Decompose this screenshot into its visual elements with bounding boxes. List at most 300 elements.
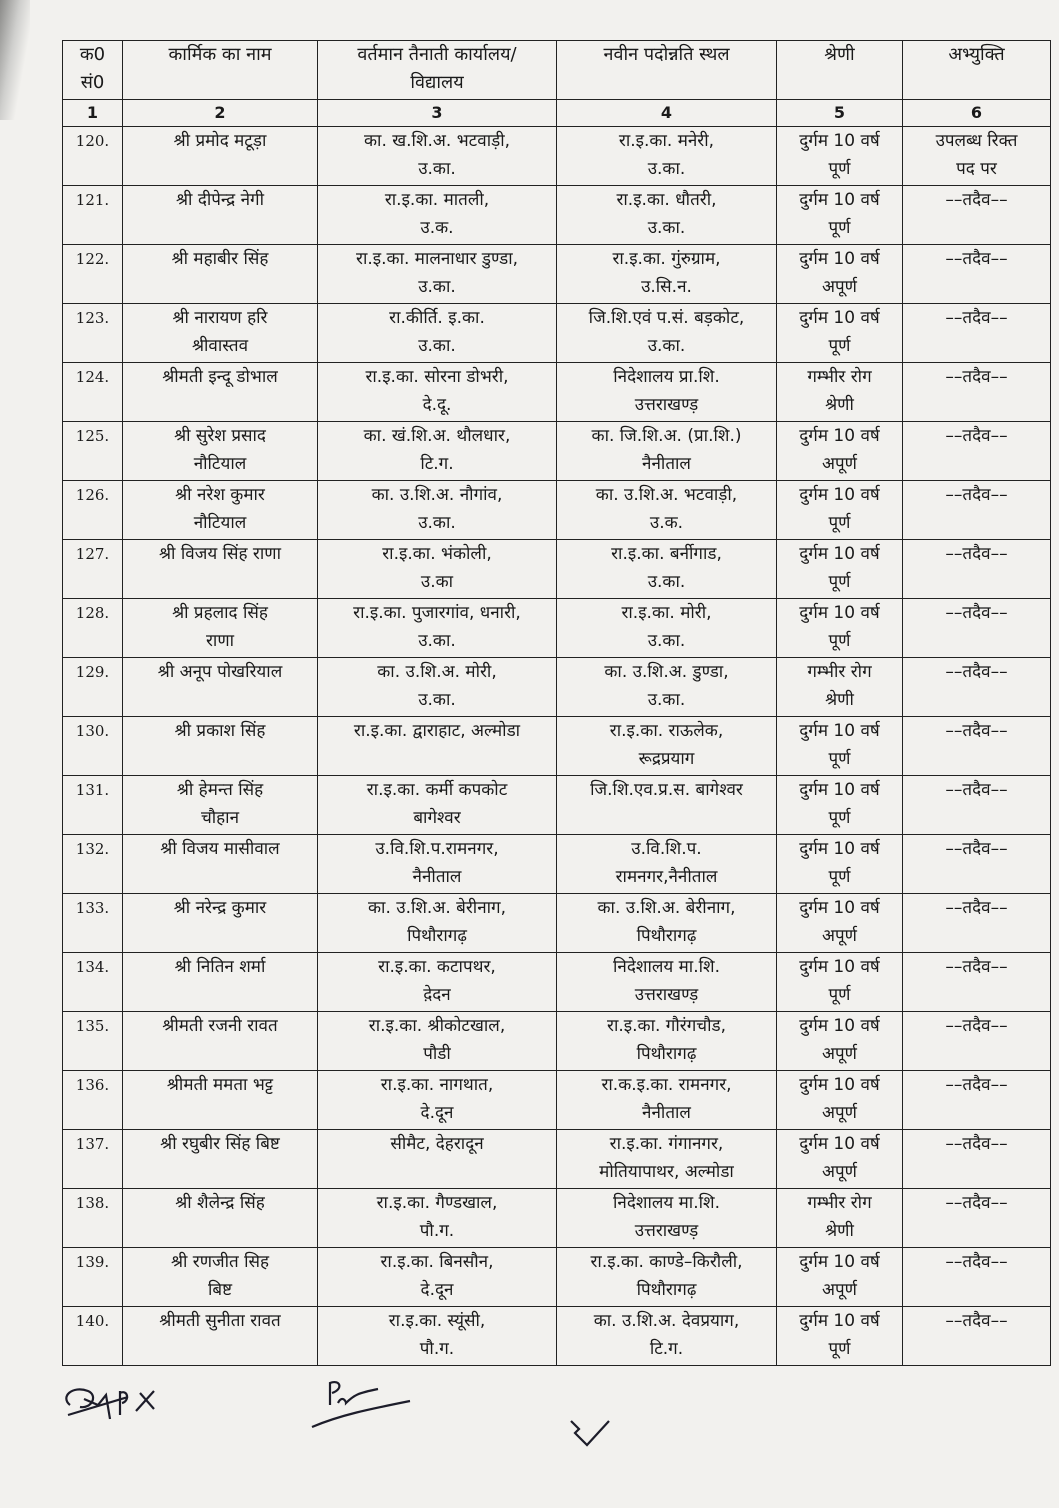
remark-cell: [903, 1071, 1051, 1130]
category-text: दुर्गम 10 वर्ष: [799, 898, 880, 918]
current-posting-cell: [318, 1307, 557, 1366]
page-edge-shadow: [0, 0, 30, 120]
current-posting-text: उ.का.: [418, 690, 456, 710]
column-number-row: [63, 100, 1051, 127]
current-posting-cell: [318, 776, 557, 835]
employee-name-text: श्रीमती रजनी रावत: [162, 1016, 278, 1036]
header-employee-name: [123, 41, 318, 100]
remark-cell: [903, 717, 1051, 776]
table-row: [63, 127, 1051, 186]
column-number: 6: [903, 100, 1051, 127]
new-posting-text: रा.इ.का. गंगानगर,: [609, 1134, 724, 1154]
employee-name-text: श्री नरेन्द्र कुमार: [173, 898, 267, 918]
employee-name-text: श्री सुरेश प्रसाद: [174, 426, 266, 446]
category-text: अपूर्ण: [822, 1103, 857, 1123]
remark-text: ––तदैव––: [945, 308, 1008, 328]
category-text: दुर्गम 10 वर्ष: [799, 721, 880, 741]
employee-name-text: नौटियाल: [193, 454, 247, 474]
remark-text: उपलब्ध रिक्त: [935, 131, 1018, 151]
header-text: वर्तमान तैनाती कार्यालय/: [357, 44, 517, 65]
new-posting-cell: [557, 186, 777, 245]
new-posting-text: उ.का.: [647, 336, 686, 356]
remark-cell: [903, 776, 1051, 835]
category-text: दुर्गम 10 वर्ष: [799, 603, 880, 623]
category-cell: [777, 363, 903, 422]
current-posting-cell: [318, 481, 557, 540]
category-text: अपूर्ण: [822, 1280, 857, 1300]
remark-cell: [903, 481, 1051, 540]
new-posting-text: का. उ.शि.अ. देवप्रयाग,: [593, 1311, 740, 1331]
promotion-table: [62, 40, 1051, 1366]
current-posting-cell: [318, 540, 557, 599]
new-posting-cell: [557, 717, 777, 776]
current-posting-text: रा.इ.का. गैण्डखाल,: [376, 1193, 498, 1213]
current-posting-text: रा.इ.का. भंकोली,: [382, 544, 492, 564]
remark-text: ––तदैव––: [945, 780, 1008, 800]
new-posting-text: रा.इ.का. बर्नीगाड,: [611, 544, 722, 564]
employee-name-cell: [123, 658, 318, 717]
category-cell: [777, 1071, 903, 1130]
table-row: [63, 1307, 1051, 1366]
category-cell: [777, 1189, 903, 1248]
current-posting-text: रा.इ.का. मातली,: [384, 190, 490, 210]
new-posting-text: का. उ.शि.अ. डुण्डा,: [604, 662, 729, 682]
table-row: [63, 422, 1051, 481]
serial-number: 135.: [63, 1012, 123, 1071]
employee-name-text: श्रीवास्तव: [191, 336, 249, 356]
current-posting-text: उ.क.: [420, 218, 454, 238]
new-posting-cell: [557, 1130, 777, 1189]
serial-number: 134.: [63, 953, 123, 1012]
category-text: पूर्ण: [828, 808, 851, 828]
employee-name-text: राणा: [205, 631, 235, 651]
employee-name-cell: [123, 1248, 318, 1307]
category-text: श्रेणी: [825, 1221, 854, 1241]
remark-cell: [903, 1307, 1051, 1366]
remark-text: ––तदैव––: [945, 544, 1008, 564]
new-posting-cell: [557, 540, 777, 599]
remark-text: ––तदैव––: [945, 1075, 1008, 1095]
remark-text: ––तदैव––: [945, 1016, 1008, 1036]
current-posting-text: दे.दू.: [422, 395, 452, 415]
signature-1: [58, 1375, 198, 1435]
table-row: [63, 1071, 1051, 1130]
current-posting-text: बागेश्वर: [413, 808, 461, 828]
employee-name-cell: [123, 599, 318, 658]
new-posting-text: पिथौरागढ़: [636, 1044, 697, 1064]
signature-2: [300, 1375, 440, 1435]
remark-cell: [903, 186, 1051, 245]
current-posting-cell: [318, 127, 557, 186]
employee-name-cell: [123, 717, 318, 776]
new-posting-text: निदेशालय मा.शि.: [613, 957, 720, 977]
employee-name-cell: [123, 1307, 318, 1366]
employee-name-cell: [123, 953, 318, 1012]
new-posting-text: उ.वि.शि.प.: [631, 839, 702, 859]
category-text: श्रेणी: [825, 690, 854, 710]
new-posting-text: उ.क.: [649, 513, 684, 533]
new-posting-cell: [557, 127, 777, 186]
employee-name-text: श्री हेमन्त सिंह: [176, 780, 264, 800]
serial-number: 121.: [63, 186, 123, 245]
remark-cell: [903, 1248, 1051, 1307]
table-row: [63, 1189, 1051, 1248]
current-posting-text: पौडी: [423, 1044, 451, 1064]
serial-number: 131.: [63, 776, 123, 835]
new-posting-text: उ.का.: [647, 631, 686, 651]
employee-name-text: श्री अनूप पोखरियाल: [157, 662, 283, 682]
table-row: [63, 363, 1051, 422]
current-posting-text: नैनीताल: [412, 867, 462, 887]
current-posting-text: रा.इ.का. द्वाराहाट, अल्मोडा: [353, 721, 521, 741]
current-posting-text: उ.का: [420, 572, 454, 592]
current-posting-cell: [318, 1248, 557, 1307]
category-cell: [777, 245, 903, 304]
new-posting-cell: [557, 1012, 777, 1071]
serial-number: 132.: [63, 835, 123, 894]
new-posting-text: रामनगर,नैनीताल: [615, 867, 718, 887]
current-posting-text: उ.का.: [418, 513, 456, 533]
remark-text: ––तदैव––: [945, 839, 1008, 859]
employee-name-cell: [123, 422, 318, 481]
current-posting-text: रा.इ.का. सोरना डोभरी,: [365, 367, 509, 387]
remark-text: ––तदैव––: [945, 367, 1008, 387]
header-current-posting: [318, 41, 557, 100]
current-posting-text: रा.इ.का. मालनाधार डुण्डा,: [356, 249, 518, 269]
category-text: अपूर्ण: [822, 454, 857, 474]
employee-name-cell: [123, 1071, 318, 1130]
serial-number: 128.: [63, 599, 123, 658]
new-posting-cell: [557, 894, 777, 953]
remark-text: ––तदैव––: [945, 485, 1008, 505]
current-posting-text: का. उ.शि.अ. मोरी,: [377, 662, 497, 682]
category-text: गम्भीर रोग: [807, 662, 872, 682]
category-text: दुर्गम 10 वर्ष: [799, 190, 880, 210]
new-posting-cell: [557, 599, 777, 658]
current-posting-cell: [318, 186, 557, 245]
category-cell: [777, 894, 903, 953]
new-posting-cell: [557, 1189, 777, 1248]
column-number: 3: [318, 100, 557, 127]
column-number: 1: [63, 100, 123, 127]
remark-text: ––तदैव––: [945, 426, 1008, 446]
current-posting-text: उ.वि.शि.प.रामनगर,: [375, 839, 499, 859]
category-cell: [777, 127, 903, 186]
category-text: पूर्ण: [828, 159, 851, 179]
table-row: [63, 894, 1051, 953]
category-text: दुर्गम 10 वर्ष: [799, 1311, 880, 1331]
serial-number: 122.: [63, 245, 123, 304]
category-cell: [777, 540, 903, 599]
new-posting-text: का. उ.शि.अ. बेरीनाग,: [597, 898, 736, 918]
remark-cell: [903, 894, 1051, 953]
remark-cell: [903, 835, 1051, 894]
header-category: [777, 41, 903, 100]
signature-3: [565, 1415, 625, 1465]
remark-cell: [903, 1189, 1051, 1248]
current-posting-cell: [318, 422, 557, 481]
employee-name-cell: [123, 245, 318, 304]
category-text: दुर्गम 10 वर्ष: [799, 780, 880, 800]
current-posting-cell: [318, 894, 557, 953]
header-remark: [903, 41, 1051, 100]
table-row: [63, 1248, 1051, 1307]
category-text: पूर्ण: [828, 749, 851, 769]
current-posting-cell: [318, 1130, 557, 1189]
category-text: गम्भीर रोग: [807, 1193, 872, 1213]
category-cell: [777, 599, 903, 658]
remark-text: ––तदैव––: [945, 898, 1008, 918]
serial-number: 133.: [63, 894, 123, 953]
column-number: 4: [557, 100, 777, 127]
category-text: पूर्ण: [828, 631, 851, 651]
category-text: श्रेणी: [825, 395, 854, 415]
header-text: नवीन पदोन्नति स्थल: [603, 44, 730, 65]
new-posting-text: रा.इ.का. काण्डे–किरौली,: [590, 1252, 743, 1272]
new-posting-text: निदेशालय प्रा.शि.: [613, 367, 720, 387]
category-cell: [777, 481, 903, 540]
category-cell: [777, 835, 903, 894]
current-posting-text: टि.ग.: [420, 454, 454, 474]
category-text: दुर्गम 10 वर्ष: [799, 131, 880, 151]
category-text: अपूर्ण: [822, 1162, 857, 1182]
new-posting-cell: [557, 304, 777, 363]
new-posting-text: निदेशालय मा.शि.: [613, 1193, 720, 1213]
new-posting-cell: [557, 776, 777, 835]
category-text: दुर्गम 10 वर्ष: [799, 308, 880, 328]
serial-number: 125.: [63, 422, 123, 481]
current-posting-text: रा.इ.का. बिनसौन,: [380, 1252, 494, 1272]
remark-cell: [903, 245, 1051, 304]
current-posting-text: दे़दन: [423, 985, 451, 1005]
new-posting-text: उ.का.: [647, 218, 686, 238]
category-text: दुर्गम 10 वर्ष: [799, 839, 880, 859]
current-posting-cell: [318, 953, 557, 1012]
remark-cell: [903, 422, 1051, 481]
table-row: [63, 717, 1051, 776]
new-posting-text: पिथौरागढ़: [636, 1280, 697, 1300]
current-posting-text: रा.इ.का. कर्मी कपकोट: [366, 780, 508, 800]
table-row: [63, 540, 1051, 599]
employee-name-cell: [123, 481, 318, 540]
new-posting-cell: [557, 835, 777, 894]
header-text: विद्यालय: [410, 72, 464, 93]
employee-name-text: श्री प्रकाश सिंह: [174, 721, 266, 741]
employee-name-text: श्री प्रमोद मटूड़ा: [173, 131, 267, 151]
new-posting-text: का. उ.शि.अ. भटवाड़ी,: [595, 485, 738, 505]
remark-text: ––तदैव––: [945, 1134, 1008, 1154]
table-row: [63, 186, 1051, 245]
remark-text: ––तदैव––: [945, 721, 1008, 741]
current-posting-text: रा.इ.का. नागथात,: [380, 1075, 494, 1095]
employee-name-cell: [123, 363, 318, 422]
new-posting-cell: [557, 481, 777, 540]
current-posting-text: दे.दून: [420, 1280, 454, 1300]
current-posting-text: पौ.ग.: [419, 1221, 455, 1241]
employee-name-text: श्री नरेश कुमार: [175, 485, 265, 505]
category-text: अपूर्ण: [822, 1044, 857, 1064]
column-number: 2: [123, 100, 318, 127]
current-posting-text: रा.इ.का. पुजारगांव, धनारी,: [353, 603, 521, 623]
category-text: दुर्गम 10 वर्ष: [799, 426, 880, 446]
employee-name-text: श्री महाबीर सिंह: [171, 249, 269, 269]
new-posting-text: रा.इ.का. मनेरी,: [618, 131, 715, 151]
remark-text: ––तदैव––: [945, 1311, 1008, 1331]
remark-text: ––तदैव––: [945, 249, 1008, 269]
category-cell: [777, 1307, 903, 1366]
current-posting-text: सीमैट, देहरादून: [390, 1134, 484, 1154]
employee-name-text: श्री रणजीत सिह: [170, 1252, 270, 1272]
employee-name-cell: [123, 304, 318, 363]
new-posting-cell: [557, 953, 777, 1012]
category-cell: [777, 658, 903, 717]
remark-text: ––तदैव––: [945, 603, 1008, 623]
remark-text: ––तदैव––: [945, 190, 1008, 210]
table-body: [63, 127, 1051, 1366]
serial-number: 127.: [63, 540, 123, 599]
new-posting-text: उत्तराखण्ड़: [634, 1221, 699, 1241]
category-cell: [777, 1248, 903, 1307]
header-text: क0: [79, 44, 106, 65]
new-posting-text: टि.ग.: [649, 1339, 684, 1359]
employee-name-text: श्रीमती सुनीता रावत: [159, 1311, 281, 1331]
employee-name-text: श्रीमती ममता भट्ट: [166, 1075, 274, 1095]
header-serial: [63, 41, 123, 100]
serial-number: 126.: [63, 481, 123, 540]
new-posting-cell: [557, 363, 777, 422]
category-text: दुर्गम 10 वर्ष: [799, 485, 880, 505]
category-cell: [777, 1130, 903, 1189]
remark-cell: [903, 540, 1051, 599]
new-posting-text: जि.शि.एवं प.सं. बड़कोट,: [588, 308, 745, 328]
remark-cell: [903, 1130, 1051, 1189]
employee-name-text: श्री रघुबीर सिंह बिष्ट: [160, 1134, 280, 1154]
serial-number: 139.: [63, 1248, 123, 1307]
current-posting-cell: [318, 658, 557, 717]
serial-number: 137.: [63, 1130, 123, 1189]
employee-name-cell: [123, 1189, 318, 1248]
category-text: पूर्ण: [828, 867, 851, 887]
category-text: दुर्गम 10 वर्ष: [799, 957, 880, 977]
current-posting-cell: [318, 1012, 557, 1071]
current-posting-text: उ.का.: [418, 277, 456, 297]
current-posting-cell: [318, 245, 557, 304]
serial-number: 120.: [63, 127, 123, 186]
current-posting-text: का. ख.शि.अ. भटवाड़ी,: [363, 131, 510, 151]
category-text: पूर्ण: [828, 985, 851, 1005]
category-text: दुर्गम 10 वर्ष: [799, 1252, 880, 1272]
new-posting-text: रा.क.इ.का. रामनगर,: [601, 1075, 732, 1095]
table-row: [63, 953, 1051, 1012]
new-posting-text: पिथौरागढ़: [636, 926, 697, 946]
current-posting-text: उ.का.: [418, 159, 456, 179]
new-posting-cell: [557, 422, 777, 481]
employee-name-cell: [123, 540, 318, 599]
new-posting-text: उत्तराखण्ड़: [634, 395, 699, 415]
new-posting-text: मोतियापाथर, अल्मोडा: [599, 1162, 734, 1182]
new-posting-text: नैनीताल: [642, 1103, 691, 1123]
remark-text: ––तदैव––: [945, 1252, 1008, 1272]
category-text: दुर्गम 10 वर्ष: [799, 544, 880, 564]
table-row: [63, 245, 1051, 304]
category-text: अपूर्ण: [822, 926, 857, 946]
table-row: [63, 835, 1051, 894]
new-posting-text: उ.का.: [647, 690, 686, 710]
employee-name-text: श्री नारायण हरि: [172, 308, 268, 328]
new-posting-cell: [557, 1071, 777, 1130]
category-text: अपूर्ण: [822, 277, 857, 297]
employee-name-text: श्री नितिन शर्मा: [174, 957, 266, 977]
header-row: [63, 41, 1051, 100]
remark-cell: [903, 1012, 1051, 1071]
remark-cell: [903, 953, 1051, 1012]
employee-name-text: चौहान: [200, 808, 240, 828]
new-posting-cell: [557, 658, 777, 717]
current-posting-text: पिथौरागढ़: [407, 926, 467, 946]
new-posting-text: उ.का.: [647, 159, 686, 179]
current-posting-cell: [318, 363, 557, 422]
employee-name-text: श्री दीपेन्द्र नेगी: [175, 190, 265, 210]
serial-number: 136.: [63, 1071, 123, 1130]
table-row: [63, 599, 1051, 658]
category-cell: [777, 717, 903, 776]
current-posting-text: रा.कीर्ति. इ.का.: [389, 308, 485, 328]
new-posting-text: रा.इ.का. गुंरुग्राम,: [612, 249, 721, 269]
current-posting-text: दे.दून: [420, 1103, 454, 1123]
employee-name-text: नौटियाल: [193, 513, 247, 533]
current-posting-text: रा.इ.का. कटापथर,: [378, 957, 496, 977]
current-posting-text: उ.का.: [418, 631, 456, 651]
category-text: गम्भीर रोग: [807, 367, 872, 387]
employee-name-cell: [123, 894, 318, 953]
employee-name-text: बिष्ट: [207, 1280, 233, 1300]
table-row: [63, 1012, 1051, 1071]
category-text: पूर्ण: [828, 218, 851, 238]
remark-cell: [903, 363, 1051, 422]
new-posting-text: नैनीताल: [642, 454, 691, 474]
new-posting-text: उत्तराखण्ड़: [634, 985, 699, 1005]
employee-name-text: श्री विजय सिंह राणा: [159, 544, 281, 564]
category-text: दुर्गम 10 वर्ष: [799, 1016, 880, 1036]
employee-name-text: श्री प्रहलाद सिंह: [172, 603, 268, 623]
serial-number: 129.: [63, 658, 123, 717]
table-row: [63, 304, 1051, 363]
category-text: पूर्ण: [828, 572, 851, 592]
remark-text: पद पर: [956, 159, 997, 179]
current-posting-text: रा.इ.का. श्रीकोटखाल,: [368, 1016, 506, 1036]
employee-name-cell: [123, 776, 318, 835]
category-cell: [777, 186, 903, 245]
current-posting-cell: [318, 304, 557, 363]
remark-text: ––तदैव––: [945, 1193, 1008, 1213]
remark-cell: [903, 658, 1051, 717]
category-cell: [777, 422, 903, 481]
category-cell: [777, 304, 903, 363]
header-new-posting: [557, 41, 777, 100]
header-text: श्रेणी: [824, 44, 855, 65]
category-text: पूर्ण: [828, 336, 851, 356]
new-posting-text: रा.इ.का. गौरंगचौड,: [607, 1016, 726, 1036]
employee-name-cell: [123, 127, 318, 186]
new-posting-text: उ.का.: [647, 572, 686, 592]
category-cell: [777, 776, 903, 835]
new-posting-text: का. जि.शि.अ. (प्रा.शि.): [591, 426, 742, 446]
serial-number: 124.: [63, 363, 123, 422]
new-posting-cell: [557, 1248, 777, 1307]
category-text: पूर्ण: [828, 1339, 851, 1359]
current-posting-text: का. खं.शि.अ. थौलधार,: [363, 426, 511, 446]
serial-number: 123.: [63, 304, 123, 363]
